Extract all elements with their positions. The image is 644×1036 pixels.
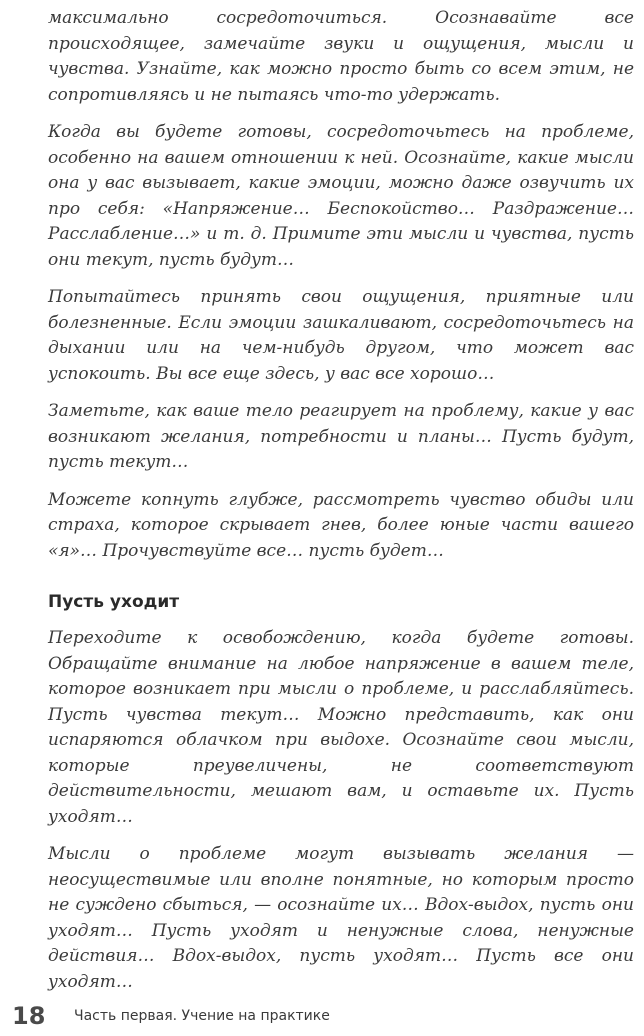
running-title: Часть первая. Учение на практике — [74, 1008, 330, 1024]
paragraph-dig-deeper: Можете копнуть глубже, рассмотреть чувство обиды или страха, которое скрывает гнев, более юные части вашего «я»… Прочувствуйте все… пусть будет… — [48, 489, 634, 561]
paragraph-release: Переходите к освобождению, когда будете готовы. Обращайте внимание на любое напряжение в вашем теле, которое возникает при мысли о проблеме, и расслабляйтесь. Пусть чувства текут… Можно представить, как они испаряются облачком при выдохе. Осознайте свои мысли, которые преувеличены, не соответствуют действительности, мешают вам, и оставьте их. Пусть уходят… — [48, 628, 634, 827]
section-heading: Пусть уходит — [48, 592, 180, 612]
paragraph-accept-sensations: Попытайтесь принять свои ощущения, приятные или болезненные. Если эмоции зашкаливают, сосредоточьтесь на дыхании или на чем-нибудь другом, что может вас успокоить. Вы все еще здесь, у вас все хорошо… — [48, 287, 634, 384]
paragraph-let-go-desires: Мысли о проблеме могут вызывать желания — неосуществимые или вполне понятные, но которым просто не суждено сбыться, — осознайте их… Вдох-выдох, пусть они уходят… Пусть уходят и ненужные слова, ненужные действия… Вдох-выдох, пусть уходят… Пусть все они уходят… — [48, 844, 634, 992]
paragraph-notice-body: Заметьте, как ваше тело реагирует на проблему, какие у вас возникают желания, потребности и планы… Пусть будут, пусть текут… — [48, 401, 634, 472]
paragraph-continuation: максимально сосредоточиться. Осознавайте все происходящее, замечайте звуки и ощущения, мысли и чувства. Узнайте, как можно просто быть со всем этим, не сопротивляясь и не пытаясь что-то удержать. — [48, 8, 634, 105]
page-body — [48, 6, 634, 1007]
page-number: 18 — [12, 1002, 46, 1030]
paragraph-focus-on-problem: Когда вы будете готовы, сосредоточьтесь на проблеме, особенно на вашем отношении к ней. Осознайте, какие мысли она у вас вызывает, какие эмоции, можно даже озвучить их про себя: «Напряжение… Беспокойство… Раздражение… Расслабление…» и т. д. Примите эти мысли и чувства, пусть они текут, пусть будут… — [48, 122, 634, 270]
page-footer — [12, 1000, 632, 1032]
